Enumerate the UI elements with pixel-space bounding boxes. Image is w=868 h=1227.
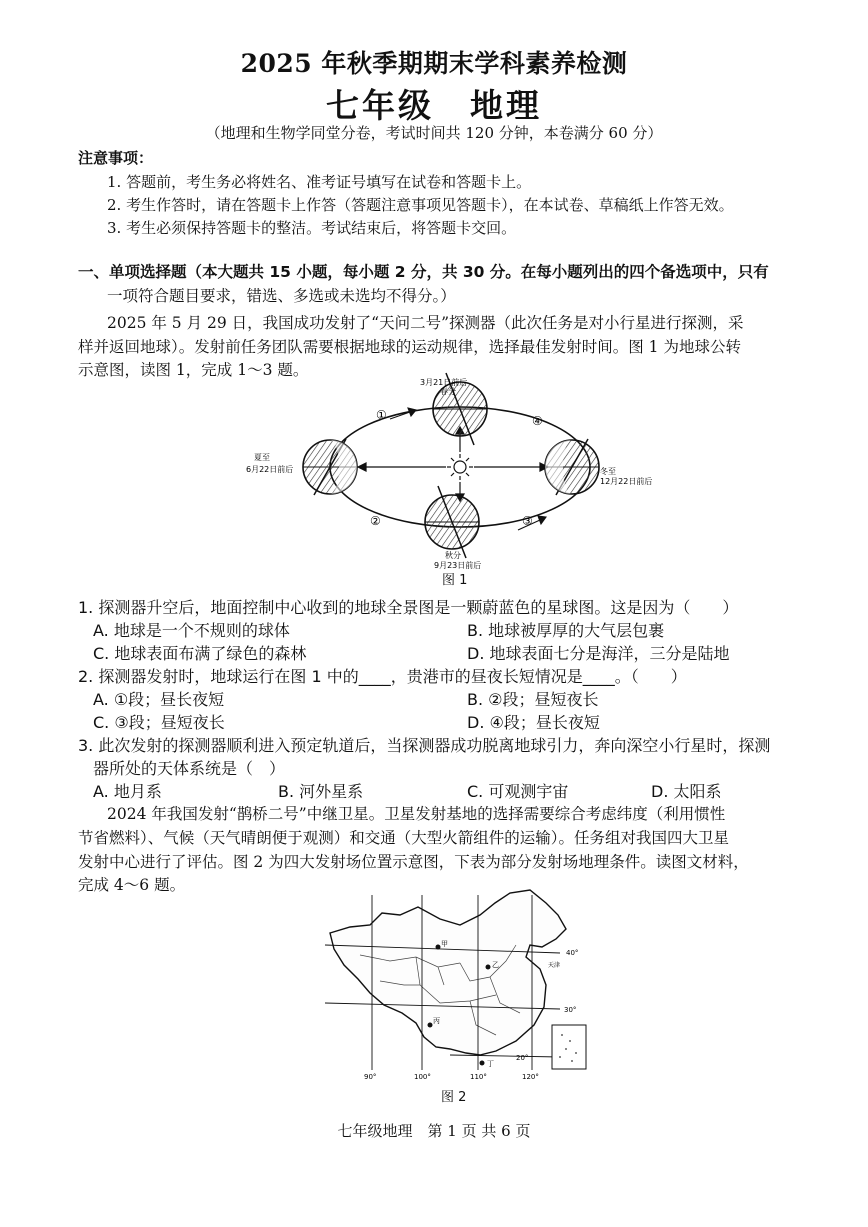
sun-icon — [447, 454, 473, 480]
place-tianjin: 天津 — [548, 962, 561, 969]
question-2-option-b: B. ②段；昼短夜长 — [467, 690, 599, 709]
question-1-stem: 1. 探测器升空后，地面控制中心收到的地球全景图是一颗蔚蓝色的星球图。这是因为（ ） — [78, 598, 739, 617]
question-3-option-d: D. 太阳系 — [651, 782, 722, 801]
question-1-option-d: D. 地球表面七分是海洋，三分是陆地 — [467, 644, 730, 663]
page-footer: 七年级地理 第 1 页 共 6 页 — [337, 1122, 531, 1140]
notice-item: 2. 考生作答时，请在答题卡上作答（答题注意事项见答题卡），在本试卷、草稿纸上作答无效。 — [107, 196, 734, 214]
question-1-option-b: B. 地球被厚厚的大气层包裹 — [467, 621, 665, 640]
exam-title: 2025 年秋季期期末学科素养检测 — [240, 49, 628, 78]
material2-line: 节省燃料）、气候（天气晴朗便于观测）和交通（大型火箭组件的运输）。任务组对我国四大卫星 — [78, 829, 730, 847]
notice-item: 3. 考生必须保持答题卡的整洁。考试结束后，将答题卡交回。 — [107, 219, 517, 237]
lat-label-40: 40° — [566, 949, 579, 957]
site-xichang — [428, 1023, 433, 1028]
lon-label-120: 120° — [522, 1073, 539, 1081]
earth-autumn — [425, 486, 479, 558]
exam-subtitle: （地理和生物学同堂分卷，考试时间共 120 分钟，本卷满分 60 分） — [205, 124, 663, 142]
place-ding: 丁 — [487, 1060, 494, 1068]
question-1-option-c: C. 地球表面布满了绿色的森林 — [93, 644, 307, 663]
segment-label-4: ④ — [532, 414, 543, 428]
label-spring-date: 3月21日前后 — [420, 378, 468, 387]
label-winter: 冬至 — [600, 467, 616, 476]
figure2-caption: 图 2 — [441, 1090, 467, 1105]
question-2-option-c: C. ③段；昼短夜长 — [93, 713, 225, 732]
figure2-china-map — [320, 885, 600, 1085]
label-winter-date: 12月22日前后 — [600, 477, 653, 486]
question-3-option-a: A. 地月系 — [93, 782, 162, 801]
exam-subject: 七年级 地理 — [326, 86, 542, 125]
figure1-caption: 图 1 — [442, 573, 468, 588]
site-wenchang — [480, 1061, 485, 1066]
lon-label-100: 100° — [414, 1073, 431, 1081]
notice-item: 1. 答题前，考生务必将姓名、准考证号填写在试卷和答题卡上。 — [107, 173, 532, 191]
figure1-orbit-diagram — [240, 372, 680, 570]
label-autumn: 秋分 — [445, 551, 461, 560]
earth-winter — [545, 439, 599, 495]
material2-line: 2024 年我国发射“鹊桥二号”中继卫星。卫星发射基地的选择需要综合考虑纬度（利用惯性 — [107, 805, 726, 823]
material-line: 示意图，读图 1，完成 1～3 题。 — [78, 361, 309, 379]
lat-label-30: 30° — [564, 1006, 577, 1014]
question-1-option-a: A. 地球是一个不规则的球体 — [93, 621, 290, 640]
question-3-option-b: B. 河外星系 — [278, 782, 364, 801]
lat-label-20: 20° — [516, 1054, 529, 1062]
label-summer: 夏至 — [254, 453, 270, 462]
place-jia: 甲 — [441, 940, 448, 948]
lon-label-110: 110° — [470, 1073, 487, 1081]
site-jiuquan — [436, 945, 441, 950]
material-line: 样并返回地球）。发射前任务团队需要根据地球的运动规律，选择最佳发射时间。图 1 为地球公转 — [78, 338, 741, 356]
sun-rays-arrows — [358, 427, 548, 501]
question-3-stem-cont: 器所处的天体系统是（ ） — [93, 759, 286, 778]
label-autumn-date: 9月23日前后 — [434, 561, 482, 570]
segment-label-3: ③ — [522, 514, 533, 528]
question-2-stem: 2. 探测器发射时，地球运行在图 1 中的____，贵港市的昼夜长短情况是____。（ ） — [78, 667, 687, 686]
segment-label-2: ② — [370, 514, 381, 528]
material2-line: 完成 4～6 题。 — [78, 876, 186, 894]
segment-label-1: ① — [376, 408, 387, 422]
material-line: 2025 年 5 月 29 日，我国成功发射了“天问二号”探测器（此次任务是对小行星进行探测，采 — [107, 314, 744, 332]
place-yi: 乙 — [492, 961, 499, 969]
notice-heading: 注意事项： — [78, 149, 154, 167]
label-summer-date: 6月22日前后 — [246, 465, 294, 474]
lon-label-90: 90° — [364, 1073, 377, 1081]
question-3-option-c: C. 可观测宇宙 — [467, 782, 569, 801]
earth-summer — [303, 439, 357, 495]
question-2-option-a: A. ①段；昼长夜短 — [93, 690, 225, 709]
south-china-sea-inset — [552, 1025, 586, 1069]
section-heading: 一、单项选择题（本大题共 15 小题，每小题 2 分，共 30 分。在每小题列出的四个备选项中，只有 — [78, 263, 769, 281]
question-2-option-d: D. ④段；昼长夜短 — [467, 713, 600, 732]
question-3-stem: 3. 此次发射的探测器顺利进入预定轨道后，当探测器成功脱离地球引力，奔向深空小行星时，探测 — [78, 736, 771, 755]
material2-line: 发射中心进行了评估。图 2 为四大发射场位置示意图，下表为部分发射场地理条件。读图文材料， — [78, 853, 749, 871]
site-taiyuan — [486, 965, 491, 970]
place-bing: 丙 — [433, 1017, 440, 1025]
china-outline — [330, 890, 566, 1055]
label-spring: 春分 — [440, 387, 456, 396]
section-heading-cont: 一项符合题目要求，错选、多选或未选均不得分。） — [107, 287, 456, 305]
